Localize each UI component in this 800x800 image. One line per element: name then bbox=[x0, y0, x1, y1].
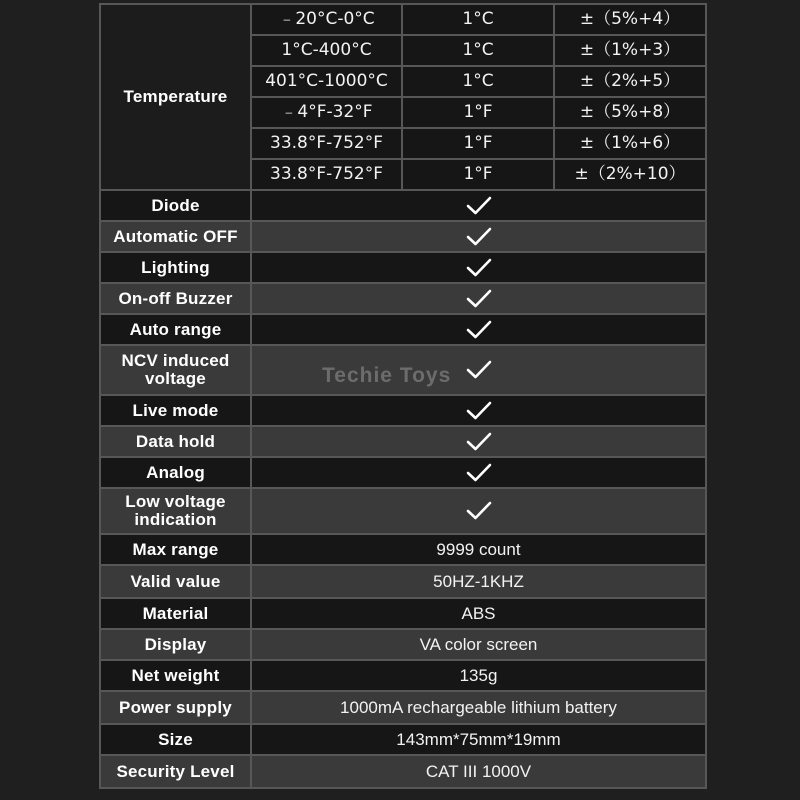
temperature-range: 1°C-400°C bbox=[251, 35, 402, 66]
feature-row bbox=[100, 283, 706, 314]
spec-row bbox=[100, 691, 706, 724]
feature-label: Live mode bbox=[100, 395, 251, 426]
feature-value bbox=[251, 221, 706, 252]
check-icon bbox=[252, 501, 705, 521]
spec-value: 1000mA rechargeable lithium battery bbox=[251, 691, 706, 724]
temperature-resolution: 1°F bbox=[402, 159, 554, 190]
spec-label: Material bbox=[100, 598, 251, 629]
feature-value bbox=[251, 345, 706, 395]
feature-row bbox=[100, 457, 706, 488]
check-icon bbox=[252, 227, 705, 247]
feature-row bbox=[100, 488, 706, 534]
spec-value: 9999 count bbox=[251, 534, 706, 565]
feature-value bbox=[251, 314, 706, 345]
feature-label: Analog bbox=[100, 457, 251, 488]
spec-row bbox=[100, 755, 706, 788]
feature-value bbox=[251, 488, 706, 534]
spec-label: Security Level bbox=[100, 755, 251, 788]
temperature-resolution: 1°C bbox=[402, 4, 554, 35]
check-icon bbox=[252, 401, 705, 421]
temperature-resolution: 1°F bbox=[402, 97, 554, 128]
spec-label: Net weight bbox=[100, 660, 251, 691]
feature-label: Low voltage indication bbox=[100, 488, 251, 534]
feature-value bbox=[251, 426, 706, 457]
feature-value bbox=[251, 457, 706, 488]
feature-row bbox=[100, 426, 706, 457]
temperature-accuracy: ±（2%+5） bbox=[554, 66, 706, 97]
temperature-resolution: 1°C bbox=[402, 66, 554, 97]
spec-label: Size bbox=[100, 724, 251, 755]
spec-label: Valid value bbox=[100, 565, 251, 598]
check-icon bbox=[252, 463, 705, 483]
feature-label: On-off Buzzer bbox=[100, 283, 251, 314]
temperature-accuracy: ±（1%+6） bbox=[554, 128, 706, 159]
feature-row bbox=[100, 345, 706, 395]
temperature-resolution: 1°F bbox=[402, 128, 554, 159]
temperature-accuracy: ±（5%+8） bbox=[554, 97, 706, 128]
check-icon bbox=[252, 289, 705, 309]
temperature-accuracy: ±（5%+4） bbox=[554, 4, 706, 35]
feature-label: NCV induced voltage bbox=[100, 345, 251, 395]
check-icon bbox=[252, 196, 705, 216]
spec-row bbox=[100, 629, 706, 660]
feature-label: Data hold bbox=[100, 426, 251, 457]
temperature-accuracy: ±（2%+10） bbox=[554, 159, 706, 190]
spec-value: 143mm*75mm*19mm bbox=[251, 724, 706, 755]
feature-value bbox=[251, 190, 706, 221]
spec-label: Max range bbox=[100, 534, 251, 565]
temperature-range: ﹣4°F-32°F bbox=[251, 97, 402, 128]
spec-row bbox=[100, 598, 706, 629]
spec-value: ABS bbox=[251, 598, 706, 629]
feature-row bbox=[100, 190, 706, 221]
feature-row bbox=[100, 221, 706, 252]
spec-row bbox=[100, 660, 706, 691]
spec-label: Power supply bbox=[100, 691, 251, 724]
check-icon bbox=[252, 360, 705, 380]
feature-row bbox=[100, 252, 706, 283]
spec-row bbox=[100, 534, 706, 565]
spec-table bbox=[99, 3, 707, 789]
spec-row bbox=[100, 565, 706, 598]
temperature-resolution: 1°C bbox=[402, 35, 554, 66]
spec-value: 50HZ-1KHZ bbox=[251, 565, 706, 598]
spec-row bbox=[100, 724, 706, 755]
feature-value bbox=[251, 283, 706, 314]
temperature-range: ﹣20°C-0°C bbox=[251, 4, 402, 35]
feature-row bbox=[100, 314, 706, 345]
temperature-range: 401°C-1000°C bbox=[251, 66, 402, 97]
watermark: Techie Toys bbox=[322, 364, 452, 387]
temperature-label: Temperature bbox=[100, 4, 251, 190]
spec-value: VA color screen bbox=[251, 629, 706, 660]
feature-label: Lighting bbox=[100, 252, 251, 283]
check-icon bbox=[252, 258, 705, 278]
feature-label: Diode bbox=[100, 190, 251, 221]
check-icon bbox=[252, 320, 705, 340]
feature-label: Automatic OFF bbox=[100, 221, 251, 252]
spec-value: CAT III 1000V bbox=[251, 755, 706, 788]
temperature-accuracy: ±（1%+3） bbox=[554, 35, 706, 66]
feature-value bbox=[251, 252, 706, 283]
feature-label: Auto range bbox=[100, 314, 251, 345]
feature-value bbox=[251, 395, 706, 426]
check-icon bbox=[252, 432, 705, 452]
temperature-range: 33.8°F-752°F bbox=[251, 128, 402, 159]
temperature-row bbox=[100, 4, 706, 35]
feature-row bbox=[100, 395, 706, 426]
temperature-range: 33.8°F-752°F bbox=[251, 159, 402, 190]
spec-value: 135g bbox=[251, 660, 706, 691]
spec-label: Display bbox=[100, 629, 251, 660]
